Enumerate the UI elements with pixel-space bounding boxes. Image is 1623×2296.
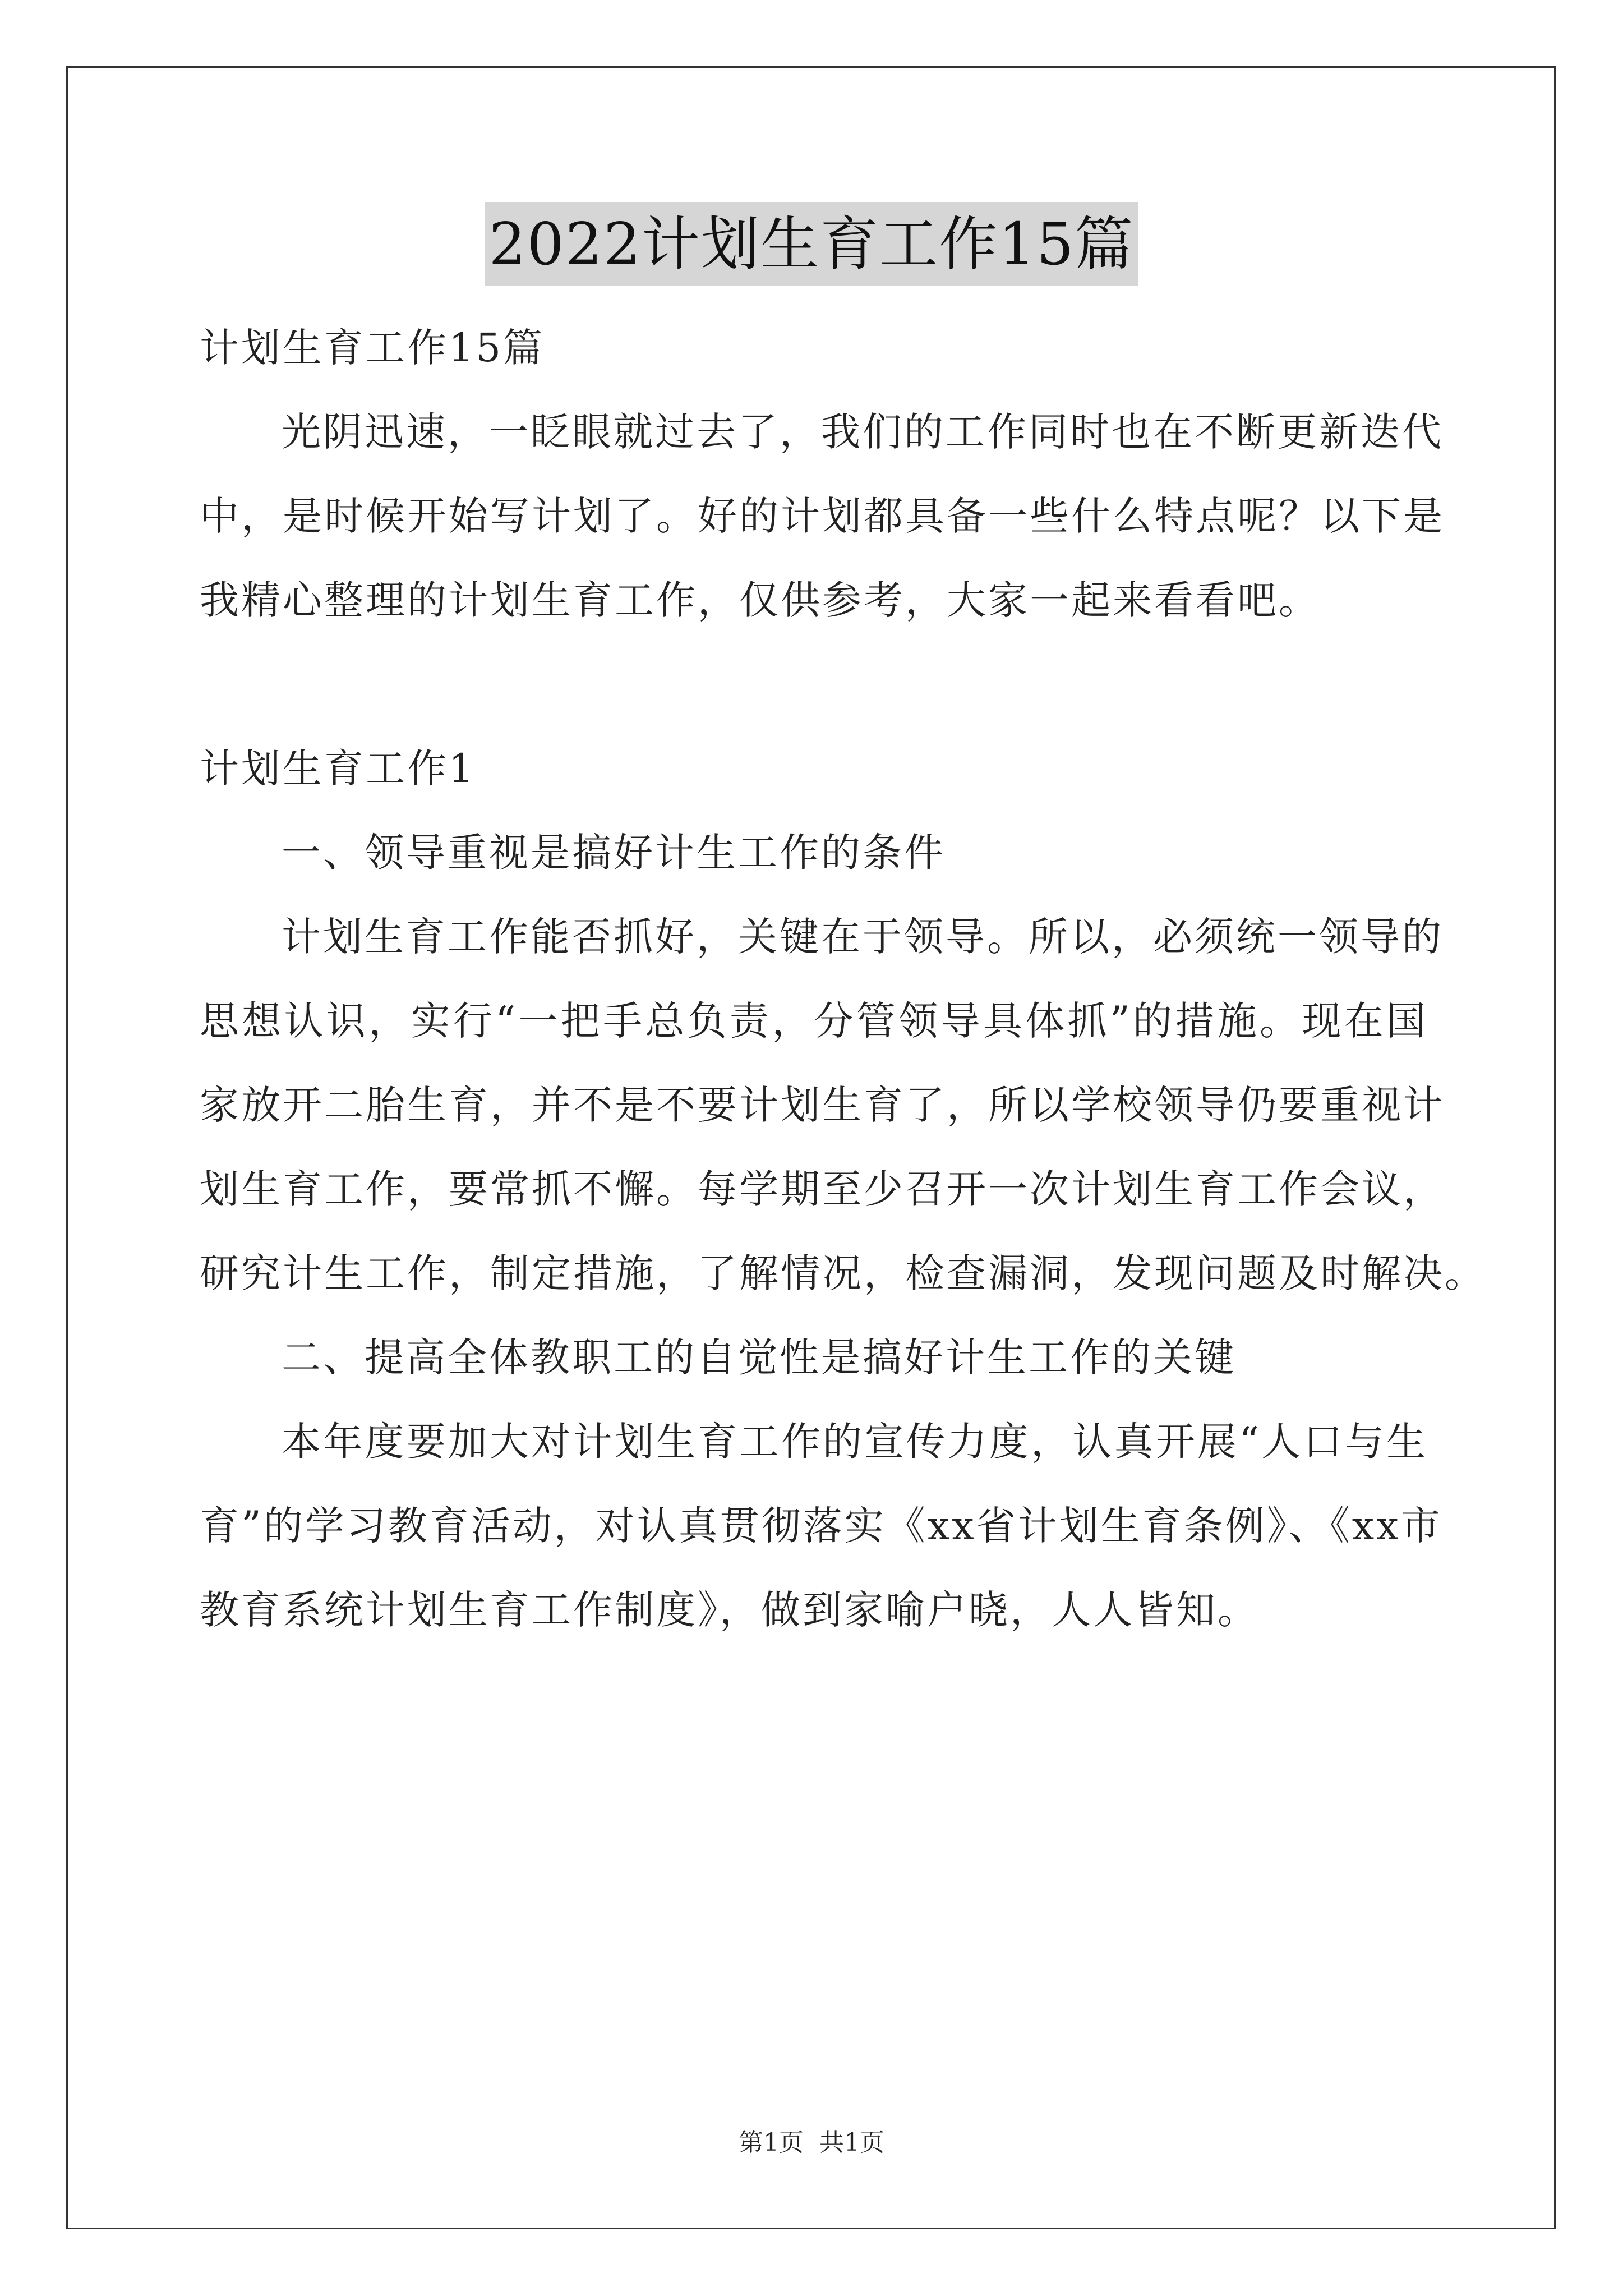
page-footer (0, 2126, 1623, 2160)
blank-line (200, 642, 1428, 726)
section-heading: 计划生育工作1 (200, 746, 476, 792)
point2-line-1: 本年度要加大对计划生育工作的宣传力度，认真开展“人口与生 (282, 1419, 1428, 1465)
point2-line-3: 教育系统计划生育工作制度》，做到家喻户晓，人人皆知。 (200, 1587, 1259, 1633)
page-number: 第1页 (739, 2128, 804, 2157)
point1-line-4: 划生育工作，要常抓不懈。每学期至少召开一次计划生育工作会议， (200, 1166, 1445, 1212)
point-heading-1: 一、领导重视是搞好计生工作的条件 (282, 830, 946, 876)
point1-line-3: 家放开二胎生育，并不是不要计划生育了，所以学校领导仍要重视计 (200, 1082, 1445, 1128)
point1-line-1: 计划生育工作能否抓好，关键在于领导。所以，必须统一领导的 (282, 914, 1444, 960)
document-title: 2022计划生育工作15篇 (485, 202, 1137, 286)
point2-line-2: 育”的学习教育活动，对认真贯彻落实《xx省计划生育条例》、《xx市 (200, 1503, 1442, 1549)
point1-line-5: 研究计生工作，制定措施，了解情况，检查漏洞，发现问题及时解决。 (200, 1250, 1486, 1296)
document-subtitle: 计划生育工作15篇 (200, 325, 545, 371)
intro-line-2: 中，是时候开始写计划了。好的计划都具备一些什么特点呢？以下是 (200, 493, 1445, 539)
point-heading-2: 二、提高全体教职工的自觉性是搞好计生工作的关键 (282, 1335, 1236, 1381)
title-wrap (0, 202, 1623, 286)
intro-line-3: 我精心整理的计划生育工作，仅供参考，大家一起来看看吧。 (200, 577, 1320, 623)
page-total: 共1页 (819, 2128, 884, 2157)
point1-line-2: 思想认识，实行“一把手总负责，分管领导具体抓”的措施。现在国 (200, 998, 1428, 1044)
document-body (200, 306, 1486, 1652)
intro-line-1: 光阴迅速，一眨眼就过去了，我们的工作同时也在不断更新迭代 (282, 409, 1444, 455)
